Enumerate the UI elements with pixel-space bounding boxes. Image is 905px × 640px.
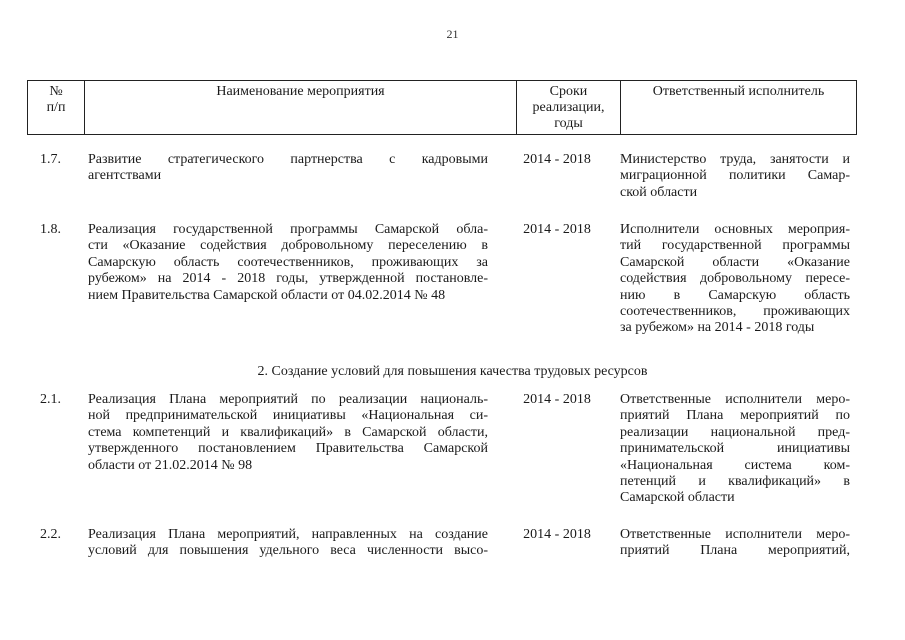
text-line: нием Правительства Самарской области от 04.02.2014 № 48	[88, 287, 446, 303]
text-line: Реализация Плана мероприятий, направленных на создание	[88, 527, 488, 542]
text-line: петенций и квалификаций» в	[620, 474, 850, 490]
text-line: Реализация Плана мероприятий по реализации националь-	[88, 392, 488, 407]
text-line: Самарскую область соотечественников, проживающих за	[88, 254, 488, 270]
row-activity-name	[88, 527, 488, 560]
row-number: 1.8.	[40, 222, 61, 237]
table-header	[27, 80, 857, 135]
row-executor	[620, 392, 850, 507]
text-line: ской области	[620, 184, 698, 200]
header-term-line: реализации,	[532, 100, 605, 115]
text-line: Развитие стратегического партнерства с кадровыми	[88, 152, 488, 167]
text-line: Самарской области «Оказание	[620, 254, 850, 270]
row-executor	[620, 152, 850, 201]
text-line: рубежом» на 2014 - 2018 годы, утвержденной постановле-	[88, 271, 488, 287]
text-line: ной предпринимательской инициативы «Национальная си-	[88, 408, 488, 424]
text-line: сти «Оказание содействия добровольному переселению в	[88, 238, 488, 254]
text-line: содействия добровольному пересе-	[620, 271, 850, 287]
text-line: реализации национальной пред-	[620, 424, 850, 440]
row-executor	[620, 527, 850, 560]
text-line: условий для повышения удельного веса численности высо-	[88, 543, 488, 559]
header-name: Наименование мероприятия	[85, 81, 517, 135]
header-num-line: п/п	[46, 100, 66, 115]
row-term: 2014 - 2018	[523, 152, 591, 167]
row-term: 2014 - 2018	[523, 392, 591, 407]
row-activity-name	[88, 222, 488, 304]
text-line: Ответственные исполнители меро-	[620, 527, 850, 542]
header-executor: Ответственный исполнитель	[621, 81, 857, 135]
row-number: 2.1.	[40, 392, 61, 407]
row-executor	[620, 222, 850, 337]
row-activity-name	[88, 152, 488, 185]
text-line: агентствами	[88, 168, 162, 184]
text-line: области от 21.02.2014 № 98	[88, 457, 253, 473]
text-line: за рубежом» на 2014 - 2018 годы	[620, 320, 815, 336]
text-line: нию в Самарскую область	[620, 287, 850, 303]
row-number: 2.2.	[40, 527, 61, 542]
text-line: Самарской области	[620, 490, 735, 506]
text-line: Исполнители основных мероприя-	[620, 222, 850, 237]
header-term-line: годы	[554, 116, 583, 131]
text-line: стема компетенций и квалификаций» в Самарской области,	[88, 424, 488, 440]
text-line: приятий Плана мероприятий,	[620, 543, 850, 559]
text-line: Министерство труда, занятости и	[620, 152, 850, 167]
header-num	[28, 81, 85, 135]
text-line: Ответственные исполнители меро-	[620, 392, 850, 407]
row-term: 2014 - 2018	[523, 527, 591, 542]
text-line: приятий Плана мероприятий по	[620, 408, 850, 424]
text-line: утвержденного постановлением Правительства Самарской	[88, 441, 488, 457]
header-term	[517, 81, 621, 135]
text-line: Реализация государственной программы Самарской обла-	[88, 222, 488, 237]
text-line: «Национальная система ком-	[620, 457, 850, 473]
text-line: миграционной политики Самар-	[620, 168, 850, 184]
row-activity-name	[88, 392, 488, 474]
header-num-line: №	[49, 84, 63, 99]
row-number: 1.7.	[40, 152, 61, 167]
text-line: принимательской инициативы	[620, 441, 850, 457]
header-term-line: Сроки	[549, 84, 588, 99]
section-title: 2. Создание условий для повышения качества трудовых ресурсов	[257, 364, 648, 379]
page-number: 21	[446, 27, 459, 41]
text-line: тий государственной программы	[620, 238, 850, 254]
row-term: 2014 - 2018	[523, 222, 591, 237]
text-line: соотечественников, проживающих	[620, 304, 850, 320]
